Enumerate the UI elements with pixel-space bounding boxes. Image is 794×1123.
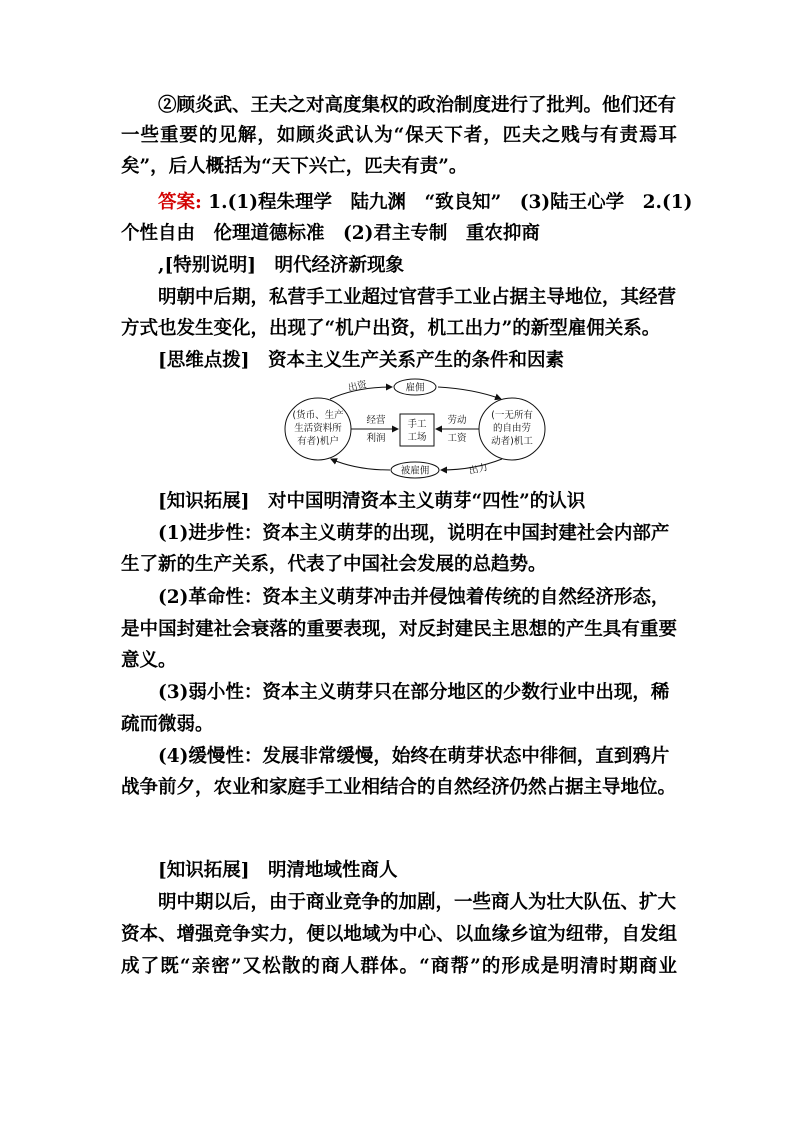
answer-line: [158, 191, 693, 215]
list-item-line: (3)弱小性：资本主义萌芽只在部分地区的少数行业中出现，稀: [158, 682, 670, 703]
section-heading: [知识拓展] 明清地域性商人: [158, 860, 398, 881]
list-item-line: (4)缓慢性：发展非常缓慢，始终在萌芽状态中徘徊，直到鸦片: [158, 746, 670, 767]
list-item-line: 生了新的生产关系，代表了中国社会发展的总趋势。: [121, 554, 547, 575]
paragraph-line: 明朝中后期，私营手工业超过官营手工业占据主导地位，其经营: [158, 287, 677, 308]
labor-label: 劳动: [447, 415, 467, 426]
list-item-line: 疏而微弱。: [121, 714, 214, 735]
answer-label: 答案:: [158, 192, 202, 213]
invest-label: 出资: [347, 379, 368, 394]
paragraph-line: 明中期以后，由于商业竞争的加剧，一些商人为壮大队伍、扩大: [158, 892, 677, 913]
paragraph-line: 成了既“亲密”又松散的商人群体。“商帮”的形成是明清时期商业: [121, 956, 677, 977]
list-item-line: 意义。: [121, 650, 177, 671]
paragraph-line: 方式也发生变化，出现了“机户出资，机工出力”的新型雇佣关系。: [121, 318, 661, 339]
paragraph-line: 矣”，后人概括为“天下兴亡，匹夫有责”。: [121, 156, 468, 177]
workshop-text: 工场: [407, 432, 427, 443]
list-item-line: 战争前夕，农业和家庭手工业相结合的自然经济仍然占据主导地位。: [121, 777, 677, 798]
hire-label: 雇佣: [405, 382, 425, 394]
list-item-line: 是中国封建社会衰落的重要表现，对反封建民主思想的产生具有重要: [121, 619, 677, 640]
capitalism-relation-diagram: [278, 375, 553, 483]
section-heading: [思维点拨] 资本主义生产关系产生的条件和因素: [158, 350, 565, 371]
list-item-line: (1)进步性：资本主义萌芽的出现，说明在中国封建社会内部产: [158, 523, 670, 544]
wage-label: 工资: [447, 433, 467, 444]
worker-text: 动者)机工: [491, 436, 533, 447]
labor-out-label: 出力: [467, 461, 489, 478]
manage-label: 经营: [366, 415, 386, 426]
paragraph-line: 资本、增强竞争实力，便以地域为中心、以血缘乡谊为纽带，自发组: [121, 924, 677, 945]
hired-label: 被雇佣: [400, 465, 430, 477]
hired-arrow: [331, 459, 390, 470]
workshop-text: 手工: [407, 419, 427, 430]
paragraph-line: 一些重要的见解，如顾炎武认为“保天下者，匹夫之贱与有责焉耳: [121, 125, 677, 146]
worker-text: (一无所有: [491, 410, 533, 421]
employer-text: 有者)机户: [297, 436, 339, 447]
hire-arrow: [438, 387, 501, 399]
employer-text: (货币、生产: [292, 410, 344, 421]
answer-text: 1.(1)程朱理学 陆九渊 “致良知” (3)陆王心学 2.(1): [201, 192, 693, 213]
list-item-line: (2)革命性：资本主义萌芽冲击并侵蚀着传统的自然经济形态，: [158, 587, 670, 608]
worker-text: 的自由劳: [492, 423, 532, 434]
section-heading: ,[特别说明] 明代经济新现象: [158, 255, 404, 276]
paragraph-line: ②顾炎武、王夫之对高度集权的政治制度进行了批判。他们还有: [158, 95, 677, 116]
employer-text: 生活资料所: [294, 423, 342, 434]
answer-line: 个性自由 伦理道德标准 (2)君主专制 重农抑商: [121, 223, 540, 244]
profit-label: 利润: [366, 433, 386, 444]
section-heading: [知识拓展] 对中国明清资本主义萌芽“四性”的认识: [158, 491, 586, 512]
